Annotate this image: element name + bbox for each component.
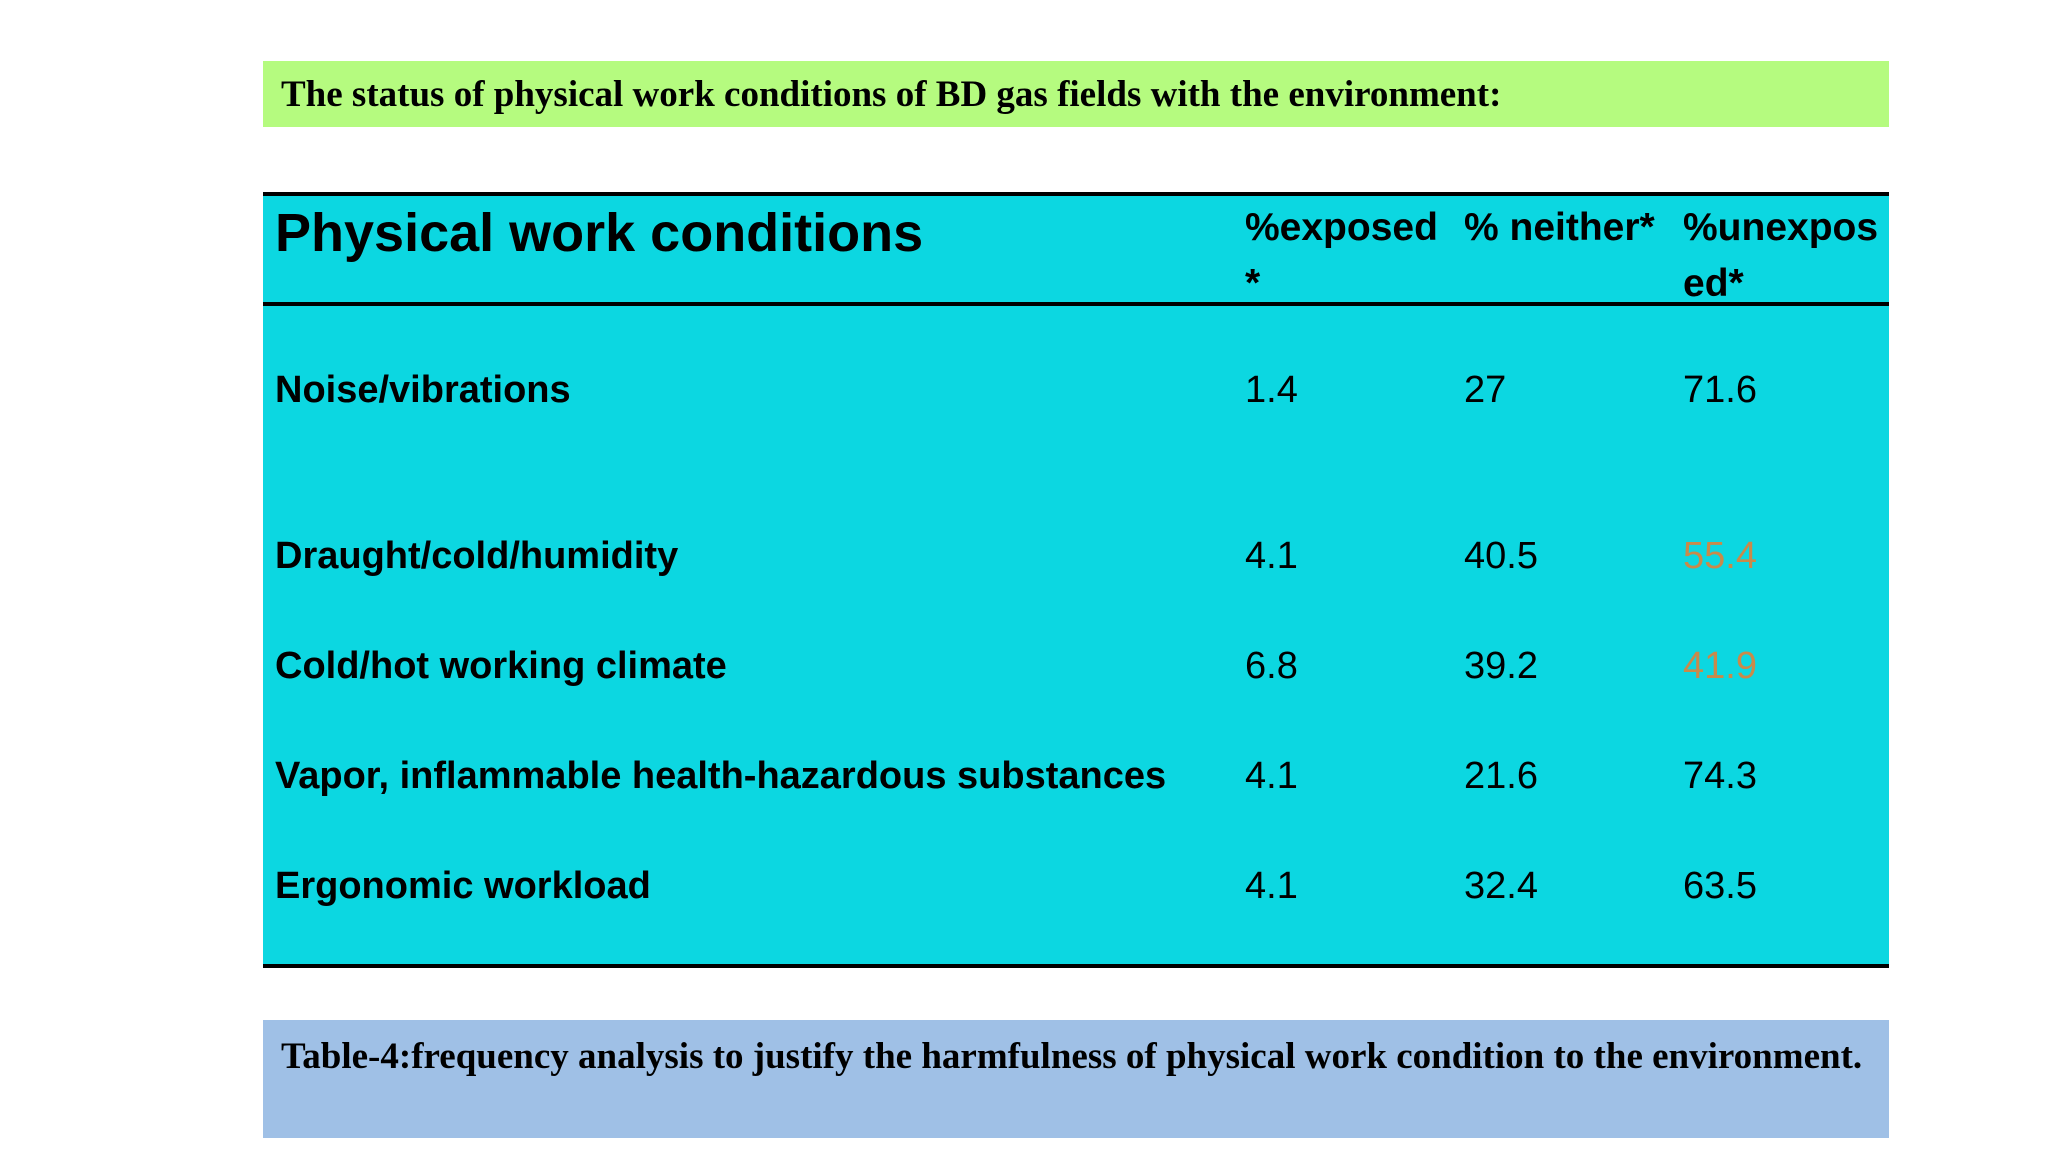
row-label-cold-hot-working-climate: Cold/hot working climate <box>275 645 727 687</box>
header-neither: % neither* <box>1464 206 1655 249</box>
row-label-vapor-substances: Vapor, inflammable health-hazardous substances <box>275 755 1167 797</box>
header-exposed: %exposed * <box>1245 206 1438 305</box>
row-ergonomic-exposed: 4.1 <box>1245 865 1298 907</box>
row-climate-exposed: 6.8 <box>1245 645 1298 687</box>
table-header-row <box>263 196 1889 306</box>
row-draught-unexposed: 55.4 <box>1683 535 1757 577</box>
row-label-noise-vibrations: Noise/vibrations <box>275 369 571 411</box>
header-unexposed: %unexpos ed* <box>1683 206 1879 305</box>
row-vapor-exposed: 4.1 <box>1245 755 1298 797</box>
row-draught-neither: 40.5 <box>1464 535 1538 577</box>
row-vapor-neither: 21.6 <box>1464 755 1538 797</box>
row-label-ergonomic-workload: Ergonomic workload <box>275 865 651 907</box>
row-noise-exposed: 1.4 <box>1245 369 1298 411</box>
row-vapor-unexposed: 74.3 <box>1683 755 1757 797</box>
conditions-table <box>263 192 1889 968</box>
row-climate-unexposed: 41.9 <box>1683 645 1757 687</box>
slide-title: The status of physical work conditions of BD gas fields with the environment: <box>263 61 1889 127</box>
header-physical-work-conditions: Physical work conditions <box>275 203 924 263</box>
row-label-draught-cold-humidity: Draught/cold/humidity <box>275 535 679 577</box>
row-ergonomic-neither: 32.4 <box>1464 865 1538 907</box>
table-caption: Table-4:frequency analysis to justify the harmfulness of physical work condition to the environment. <box>263 1020 1889 1138</box>
row-ergonomic-unexposed: 63.5 <box>1683 865 1757 907</box>
row-noise-neither: 27 <box>1464 369 1507 411</box>
row-climate-neither: 39.2 <box>1464 645 1538 687</box>
row-noise-unexposed: 71.6 <box>1683 369 1757 411</box>
row-draught-exposed: 4.1 <box>1245 535 1298 577</box>
